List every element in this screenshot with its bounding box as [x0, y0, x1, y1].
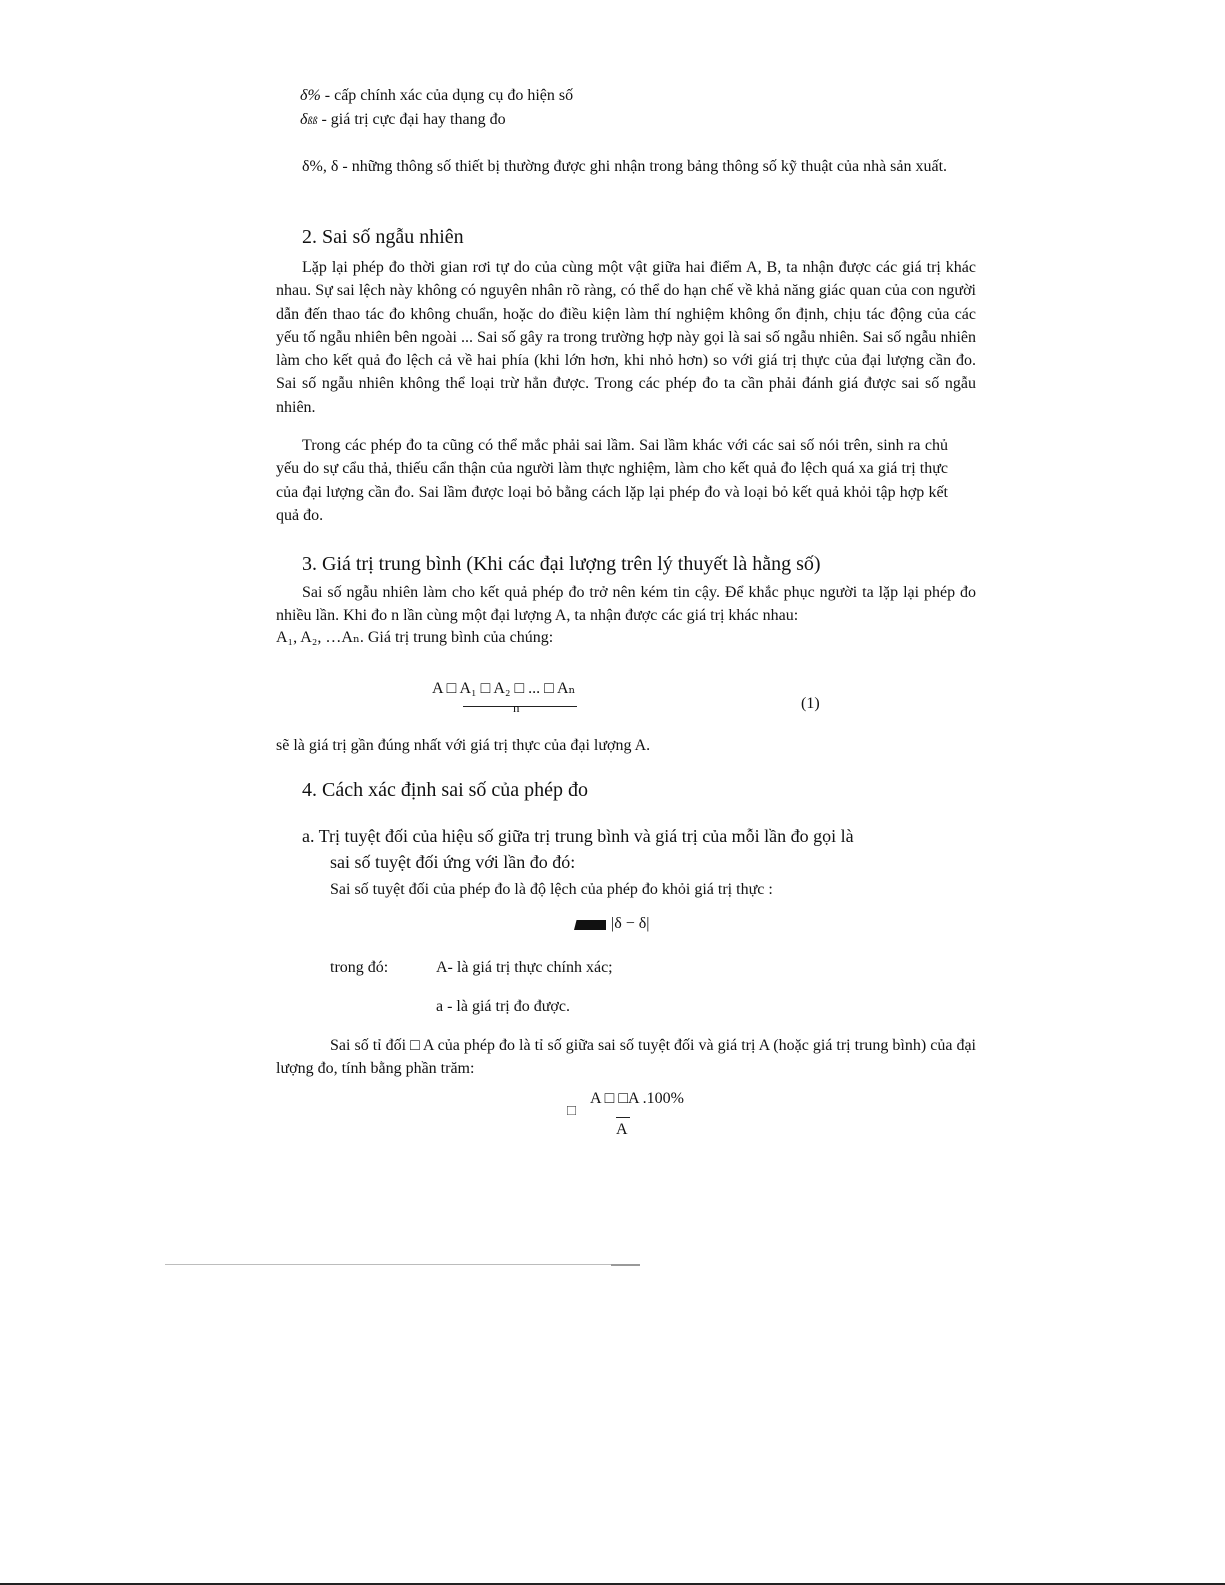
absolute-error-definition: Sai số tuyệt đối của phép đo là độ lệch của phép đo khỏi giá trị thực : [330, 881, 773, 898]
heading-section-4: 4. Cách xác định sai số của phép đo [302, 779, 589, 801]
section-3-paragraph: Sai số ngẫu nhiên làm cho kết quả phép đo trở nên kém tin cậy. Để khắc phục người ta lặp lại phép đo nhiều lần. Khi đo n lần cùng một đại lượng A, ta nhận được các giá trị khác nhau: [276, 584, 976, 625]
where-true-value: A- là giá trị thực chính xác; [436, 959, 613, 976]
def-text: - giá trị cực đại hay thang đo [317, 111, 506, 128]
heading-section-2: 2. Sai số ngẫu nhiên [302, 226, 464, 248]
where-measured-value: a - là giá trị đo được. [436, 998, 570, 1015]
symbol-delta: δ [300, 111, 308, 128]
def-line-precision [300, 86, 573, 106]
equation-number: (1) [801, 695, 820, 712]
section-3-paragraph-tail: A₁, A₂, …Aₙ. Giá trị trung bình của chúng: [276, 629, 554, 646]
absolute-error-formula: |δ − δ| [611, 915, 650, 932]
intro-note: δ%, δ - những thông số thiết bị thường được ghi nhận trong bảng thông số kỹ thuật của nhà sản xuất. [302, 158, 948, 175]
section-2-paragraph-1: Lặp lại phép đo thời gian rơi tự do của cùng một vật giữa hai điểm A, B, ta nhận được các giá trị khác nhau. Sự sai lệch này không có nguyên nhân rõ ràng, có thể do hạn chế về khả năng giác quan của con người dẫn đến thao tác đo không chuẩn, hoặc do điều kiện làm thí nghiệm không ổn định, chịu tác động của các yếu tố ngẫu nhiên bên ngoài ... Sai số gây ra trong trường hợp này gọi là sai số ngẫu nhiên. Sai số ngẫu nhiên làm cho kết quả đo lệch cả về hai phía (khi lớn hơn, khi nhỏ hơn) so với giá trị thực của đại lượng cần đo. Sai số ngẫu nhiên không thể loại trừ hẳn được. Trong các phép đo ta cần phải đánh giá được sai số ngẫu nhiên. [276, 259, 976, 416]
relative-error-denominator: A [616, 1121, 628, 1138]
section-3-after-equation: sẽ là giá trị gần đúng nhất với giá trị thực của đại lượng A. [276, 737, 651, 754]
footnote-separator-mark [611, 1264, 640, 1266]
formula-ink-blot [574, 920, 606, 930]
mean-formula-numerator: A □ A₁ □ A₂ □ ... □ Aₙ [432, 680, 576, 697]
item-a-line-2: sai số tuyệt đối ứng với lần đo đó: [330, 852, 576, 872]
def-text: - cấp chính xác của dụng cụ đo hiện số [320, 87, 574, 104]
symbol-subscript: ßß [307, 116, 318, 127]
mean-formula-denominator: n [513, 700, 520, 715]
symbol-delta-percent: δ% [300, 87, 321, 104]
relative-error-overline [616, 1117, 630, 1118]
section-2-paragraph-2: Trong các phép đo ta cũng có thể mắc phải sai lầm. Sai lầm khác với các sai số nói trên, sinh ra chủ yếu do sự cẩu thả, thiếu cẩn thận của người làm thực nghiệm, làm cho kết quả đo lệch quá xa giá trị thực của đại lượng cần đo. Sai lầm được loại bỏ bằng cách lặp lại phép đo và loại bỏ kết quả khỏi tập hợp kết quả đo. [276, 437, 948, 524]
footnote-separator [165, 1264, 640, 1265]
mean-formula-fraction-bar [463, 706, 577, 707]
item-a-line-1: a. Trị tuyệt đối của hiệu số giữa trị trung bình và giá trị của mỗi lần đo gọi là [302, 826, 854, 846]
relative-error-symbol: □ [567, 1103, 577, 1119]
relative-error-paragraph: Sai số tỉ đối □ A của phép đo là tỉ số giữa sai số tuyệt đối và giá trị A (hoặc giá trị trung bình) của đại lượng đo, tính bằng phần trăm: [276, 1037, 976, 1078]
relative-error-numerator: A □ □A .100% [590, 1090, 684, 1107]
heading-section-3: 3. Giá trị trung bình (Khi các đại lượng trên lý thuyết là hằng số) [302, 553, 821, 575]
where-label: trong đó: [330, 959, 389, 976]
def-line-range [300, 110, 506, 132]
